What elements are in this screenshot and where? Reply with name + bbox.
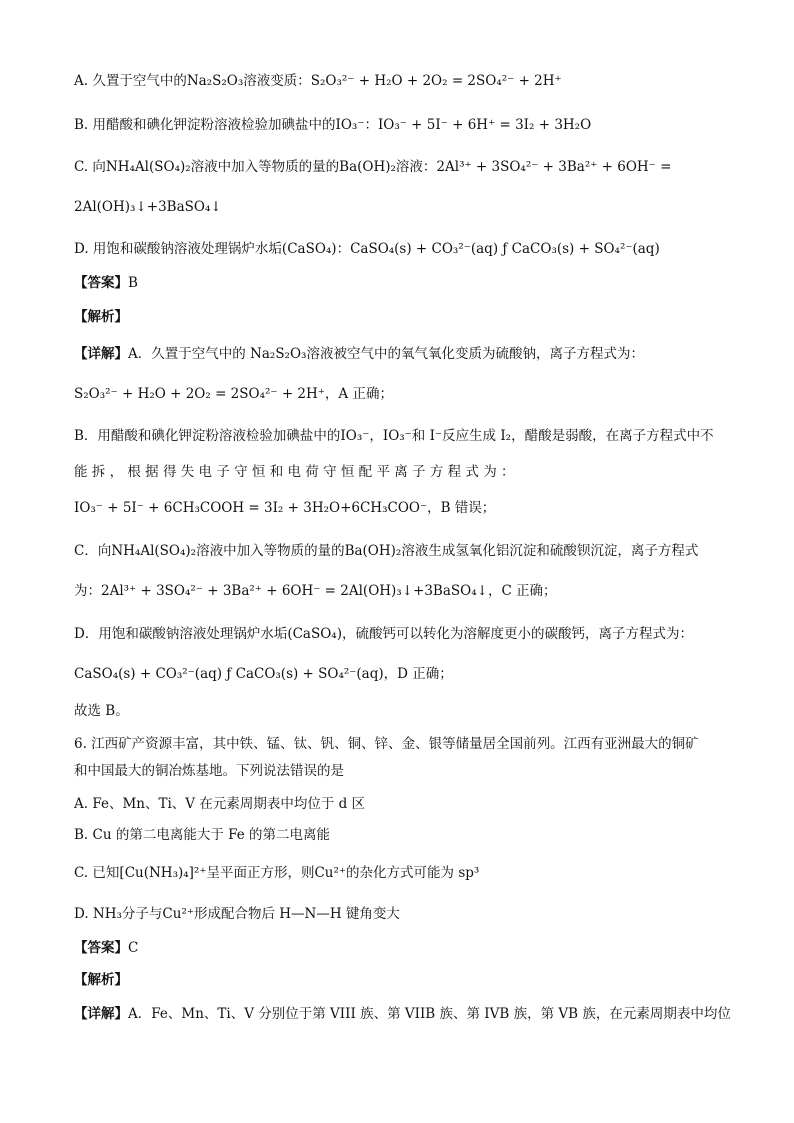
q5-explain-line-4: 能 拆 ， 根 据 得 失 电 子 守 恒 和 电 荷 守 恒 配 平 离 子 方 程 式 为 ： [74,464,515,480]
q6-stem-line-2: 和中国最大的铜冶炼基地。下列说法错误的是 [74,763,344,779]
q5-option-a: A. 久置于空气中的Na₂S₂O₃溶液变质：S₂O₃²⁻ + H₂O + 2O₂ = 2SO₄²⁻ + 2H⁺ [74,73,562,89]
explain-tag: 【详解】 [74,346,128,362]
q5-explain-line-2: S₂O₃²⁻ + H₂O + 2O₂ = 2SO₄²⁻ + 2H⁺，A 正确； [74,386,393,402]
q6-explain-line-1 [74,1003,731,1025]
q6-option-c: C. 已知[Cu(NH₃)₄]²⁺呈平面正方形，则Cu²⁺的杂化方式可能为 sp³ [74,865,480,881]
q6-answer [74,937,724,959]
q5-option-c-cont: 2Al(OH)₃↓+3BaSO₄↓ [74,199,222,215]
answer-value: C [128,940,139,956]
q6-option-d: D. NH₃分子与Cu²⁺形成配合物后 H—N—H 键角变大 [74,906,400,922]
explain-tag: 【详解】 [74,1006,128,1022]
q5-explain-line-5: IO₃⁻ + 5I⁻ + 6CH₃COOH = 3I₂ + 3H₂O+6CH₃COO⁻，B 错误； [74,500,496,516]
q5-answer [74,272,724,294]
q5-explain-line-9: CaSO₄(s) + CO₃²⁻(aq) ƒ CaCO₃(s) + SO₄²⁻(aq)，D 正确； [74,666,453,682]
explain-text: A．久置于空气中的 Na₂S₂O₃溶液被空气中的氧气氧化变质为硫酸钠，离子方程式为： [128,346,644,362]
answer-tag: 【答案】 [74,940,128,956]
q5-option-b: B. 用醋酸和碘化钾淀粉溶液检验加碘盐中的IO₃⁻：IO₃⁻ + 5I⁻ + 6H⁺ = 3I₂ + 3H₂O [74,117,592,133]
explain-text: A．Fe、Mn、Ti、V 分别位于第 VIII 族、第 VIIB 族、第 IVB 族，第 VB 族，在元素周期表中均位 [128,1006,731,1022]
q5-analysis-tag: 【解析】 [74,309,128,325]
q6-option-a: A. Fe、Mn、Ti、V 在元素周期表中均位于 d 区 [74,796,366,812]
q6-option-b: B. Cu 的第二电离能大于 Fe 的第二电离能 [74,827,331,843]
q5-option-d: D. 用饱和碳酸钠溶液处理锅炉水垢(CaSO₄)：CaSO₄(s) + CO₃²⁻(aq) ƒ CaCO₃(s) + SO₄²⁻(aq) [74,241,660,257]
q5-option-c: C. 向NH₄Al(SO₄)₂溶液中加入等物质的量的Ba(OH)₂溶液：2Al³⁺ + 3SO₄²⁻ + 3Ba²⁺ + 6OH⁻ = [74,159,672,175]
q6-stem-line-1: 6. 江西矿产资源丰富，其中铁、锰、钛、钒、铜、锌、金、银等储量居全国前列。江西有亚洲最大的铜矿 [74,736,699,752]
q5-explain-line-7: 为：2Al³⁺ + 3SO₄²⁻ + 3Ba²⁺ + 6OH⁻ = 2Al(OH)₃↓+3BaSO₄↓，C 正确； [74,583,557,599]
q5-explain-line-3: B．用醋酸和碘化钾淀粉溶液检验加碘盐中的IO₃⁻，IO₃⁻和 I⁻反应生成 I₂，醋酸是弱酸，在离子方程式中不 [74,428,714,444]
q6-analysis-tag: 【解析】 [74,972,128,988]
q5-conclusion: 故选 B。 [74,703,129,719]
q5-explain-line-6: C．向NH₄Al(SO₄)₂溶液中加入等物质的量的Ba(OH)₂溶液生成氢氧化铝沉淀和硫酸钡沉淀，离子方程式 [74,543,699,559]
q5-explain-line-1 [74,343,724,365]
q5-explain-line-8: D．用饱和碳酸钠溶液处理锅炉水垢(CaSO₄)，硫酸钙可以转化为溶解度更小的碳酸钙，离子方程式为： [74,626,693,642]
answer-tag: 【答案】 [74,275,128,291]
answer-value: B [128,275,138,291]
